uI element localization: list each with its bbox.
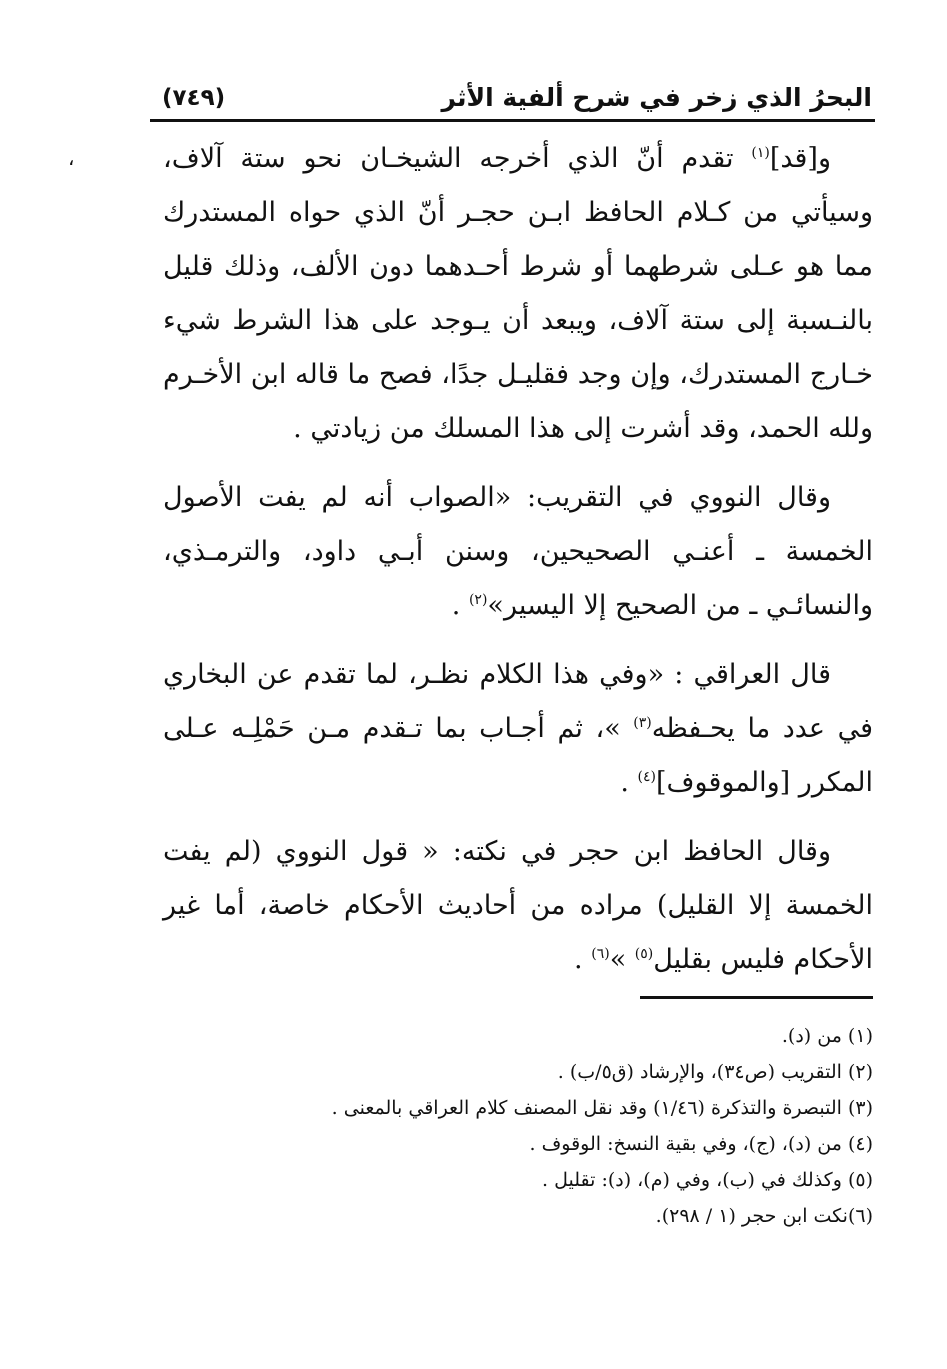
main-text [163, 132, 873, 1002]
paragraph-text: قال العراقي : «وفي هذا الكلام نظـر، لما تقدم عن البخاري في عدد ما يحـفظه [163, 659, 873, 744]
footnote-ref: (٦) [591, 946, 610, 962]
paragraph-4 [163, 825, 873, 987]
footnote-ref: (٥) [634, 946, 654, 962]
paragraph-text: تقدم أنّ الذي أخرجه الشيخـان نحو ستة آلاف، وسيأتي من كـلام الحافظ ابـن حجـر أنّ الذي حواه المستدرك مما هو عـلى شرطهما أو شرط أحـدهما دون الألف، وذلك قليل بالنـسبة إلى ستة آلاف، ويبعد أن يـوجد على هذا الشرط شيء خـارج المستدرك، وإن وجد فقليـل جدًا، فصح ما قاله ابن الأخـرم ولله الحمد، وقد أشرت إلى هذا المسلك من زيادتي . [163, 143, 873, 444]
paragraph-text: » [609, 944, 635, 975]
footnote-5: (٥) وكذلك في (ب)، وفي (م)، (د): تقليل . [542, 1169, 873, 1191]
footnote-4: (٤) من (د)، (ج)، وفي بقية النسخ: الوقوف . [529, 1133, 873, 1155]
margin-mark: ، [68, 146, 75, 170]
paragraph-text: . [620, 767, 638, 798]
footnote-3: (٣) التبصرة والتذكرة (١/٤٦) وقد نقل المصنف كلام العراقي بالمعنى . [331, 1097, 873, 1119]
paragraph-1 [163, 132, 873, 456]
footnotes [200, 1018, 873, 1234]
paragraph-text: و[قد] [769, 143, 831, 174]
paragraph-2 [163, 471, 873, 633]
paragraph-text: . [574, 944, 592, 975]
page-number: (٧٤٩) [162, 85, 226, 111]
footnote-1: (١) من (د). [781, 1025, 873, 1047]
footnote-ref: (٢) [468, 592, 488, 608]
paragraph-3 [163, 648, 873, 810]
paragraph-text: »، ثم أجـاب بما تـقدم مـن حَمْلِـه عـلى المكرر [والموقوف] [163, 713, 873, 798]
header-divider [150, 119, 875, 122]
footnote-ref: (٣) [633, 715, 652, 731]
paragraph-text: . [451, 590, 469, 621]
book-title: البحرُ الذي زخر في شرح ألفية الأثر [441, 83, 872, 112]
footnote-divider [640, 996, 873, 999]
footnote-ref: (١) [751, 145, 770, 161]
footnote-ref: (٤) [637, 769, 656, 785]
paragraph-text: وقال الحافظ ابن حجر في نكته: « قول النووي (لم يفت الخمسة إلا القليل) مراده من أحاديث الأحكام خاصة، أما غير الأحكام فليس بقليل [163, 836, 873, 975]
running-header [150, 78, 872, 118]
paragraph-text: وقال النووي في التقريب: «الصواب أنه لم يفت الأصول الخمسة ـ أعنـي الصحيحين، وسنن أبـي داود، والترمـذي، والنسائـي ـ من الصحيح إلا اليسير» [163, 482, 873, 621]
footnote-2: (٢) التقريب (ص٣٤)، والإرشاد (ق٥/ب) . [557, 1061, 873, 1083]
footnote-6: (٦)نكت ابن حجر (١ / ٢٩٨). [655, 1205, 873, 1227]
